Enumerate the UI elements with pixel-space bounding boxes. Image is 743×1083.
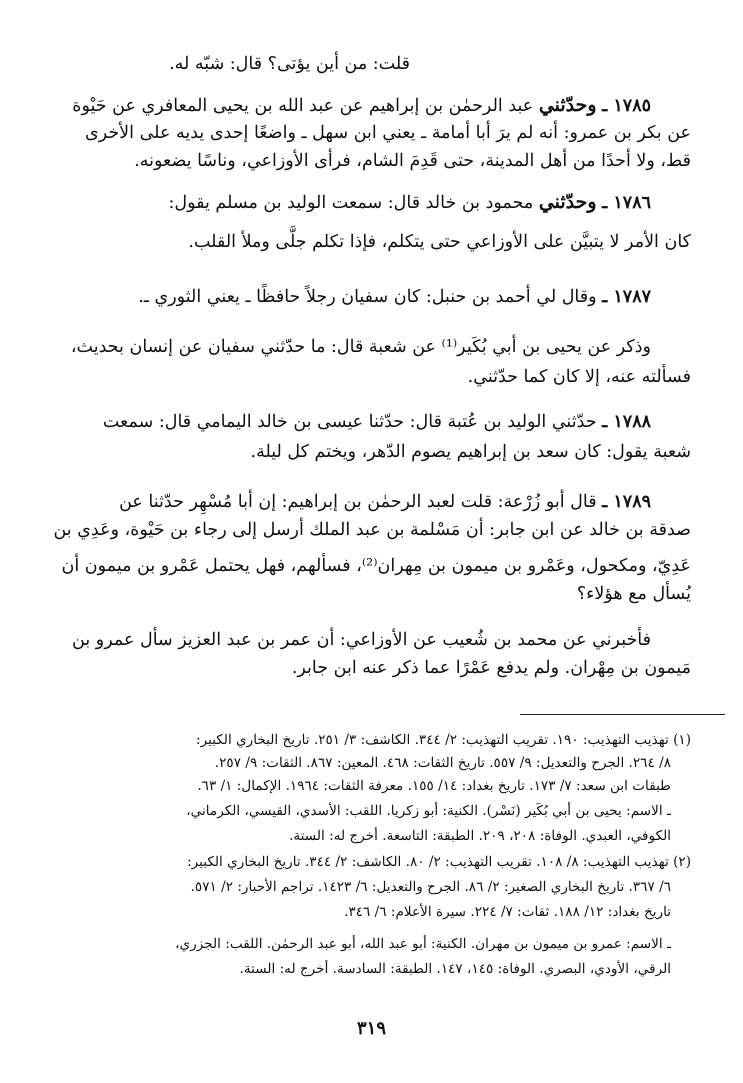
footnote-line: ـ الاسم: يحيى بن أبي بُكَير (نَسْر). الكنية: أبو زكريا. اللقب: الأسدي، القيسي، الكرماني، [186,803,671,819]
hadith-1789-heading [119,490,651,514]
hadith-number: ١٧٨٨ ـ [602,412,651,432]
footnote-line: ـ الاسم: عمرو بن ميمون بن مهران. الكنية: أبو عبد الله، أبو عبد الرحمٰن. اللقب: الجزري، [175,936,671,952]
text-line: عن بكر بن عمرو: أنه لم يرَ أبا أمامة ـ يعني ابن سهل ـ واضعًا إحدى يديه على الأخرى [85,123,691,143]
hadith-number: ١٧٨٥ ـ [602,96,651,116]
text-line: كان الأمر لا يتبيَّن على الأوزاعي حتى يتكلم، فإذا تكلم جلَّى وملأ القلب. [188,232,691,252]
hadith-keyword: وحدّثني [538,191,597,213]
text-line: قلت: من أين يؤتى؟ قال: شبّه له. [169,54,410,74]
text-line: فسألته عنه، إلا كان كما حدّثني. [467,367,691,387]
text-line: يُسأل مع هؤلاء؟ [576,584,691,604]
text-line: شعبة يقول: كان سعد بن إبراهيم يصوم الدّهر، ويختم كل ليلة. [250,442,691,462]
hadith-number: ١٧٨٧ ـ [602,287,651,307]
text-line: مَيمون بن مِهْران. ولم يدفع عَمْرًا عما ذكر عنه ابن جابر. [291,658,691,678]
hadith-1787-heading [138,285,651,309]
hadith-text: قال أبو زُرْعة: قلت لعبد الرحمٰن بن إبراهيم: إن أبا مُسْهِر حدّثنا عن [119,492,597,512]
footnote-divider [520,714,725,715]
footnote-line: تاريخ بغداد: ١٢/ ١٨٨. ثقات: ٧/ ٢٢٤. سيرة الأعلام: ٦/ ٣٤٦. [344,904,671,920]
hadith-1788-heading [103,410,651,434]
hadith-text: عبد الرحمٰن بن إبراهيم عن عبد الله بن يحيى المعافري عن حَيْوة [72,96,534,116]
hadith-1786-heading [169,190,652,215]
hadith-keyword: وحدّثني [538,94,597,116]
hadith-number: ١٧٨٦ ـ [602,193,651,213]
hadith-number: ١٧٨٩ ـ [602,492,651,512]
page-number: ٣١٩ [356,1018,386,1039]
text-line: قط، ولا أحدًا من أهل المدينة، حتى قَدِمَ الشام، فرأى الأوزاعي، وناسًا يضعونه. [134,151,691,171]
footnote-line: (٢) تهذيب التهذيب: ٨/ ١٠٨. تقريب التهذيب: ٢/ ٨٠. الكاشف: ٢/ ٣٤٤. تاريخ البخاري الكبير: [187,854,691,870]
hadith-text: وقال لي أحمد بن حنبل: كان سفيان رجلاً حافظًا ـ يعني الثوري ـ. [138,287,597,307]
text-line: فأخبرني عن محمد بن شُعيب عن الأوزاعي: أن عمر بن عبد العزيز سأل عمرو بن [72,630,651,650]
text-line: عَدِيّ، ومكحول، وعَمْرو بن ميمون بن مِهران⁽²⁾، فسألهم، فهل يحتمل عَمْرو بن ميمون أن [61,556,691,576]
text-line: وذكر عن يحيى بن أبي بُكَير⁽¹⁾ عن شعبة قال: ما حدّثني سفيان عن إنسان بحديث، [70,337,651,357]
hadith-text: حدّثني الوليد بن عُتبة قال: حدّثنا عيسى بن خالد اليمامي قال: سمعت [102,412,597,432]
footnote-line: طبقات ابن سعد: ٧/ ١٧٣. تاريخ بغداد: ١٤/ ١٥٥. معرفة الثقات: ١٩٦٤. الإكمال: ١/ ٦٣. [197,778,671,794]
footnote-line: الكوفي، العبدي. الوفاة: ٢٠٨، ٢٠٩. الطبقة: التاسعة. أخرج له: الستة. [289,828,671,844]
hadith-text: محمود بن خالد قال: سمعت الوليد بن مسلم يقول: [168,193,534,213]
footnote-line: ٨/ ٢٦٤. الجرح والتعديل: ٩/ ٥٥٧. تاريخ الثقات: ٤٦٨. المعين: ٨٦٧. الثقات: ٩/ ٢٥٧. [214,755,671,771]
hadith-1785-heading [72,93,651,118]
footnote-line: ٦/ ٣٦٧. تاريخ البخاري الصغير: ٢/ ٨٦. الجرح والتعديل: ٦/ ١٤٢٣. تراجم الأحبار: ٢/ ٥٧١. [190,879,671,895]
footnote-line: الرقي، الأودي، البصري. الوفاة: ١٤٥، ١٤٧. الطبقة: السادسة. أخرج له: الستة. [239,961,671,977]
footnote-line: (١) تهذيب التهذيب: ١٩٠. تقريب التهذيب: ٢/ ٣٤٤. الكاشف: ٣/ ٢٥١. تاريخ البخاري الكبير: [196,732,691,748]
text-line: صدقة بن خالد عن ابن جابر: أن مَسْلمة بن عبد الملك أرسل إلى رجاء بن حَيْوة، وعَدِي بن [53,520,691,540]
